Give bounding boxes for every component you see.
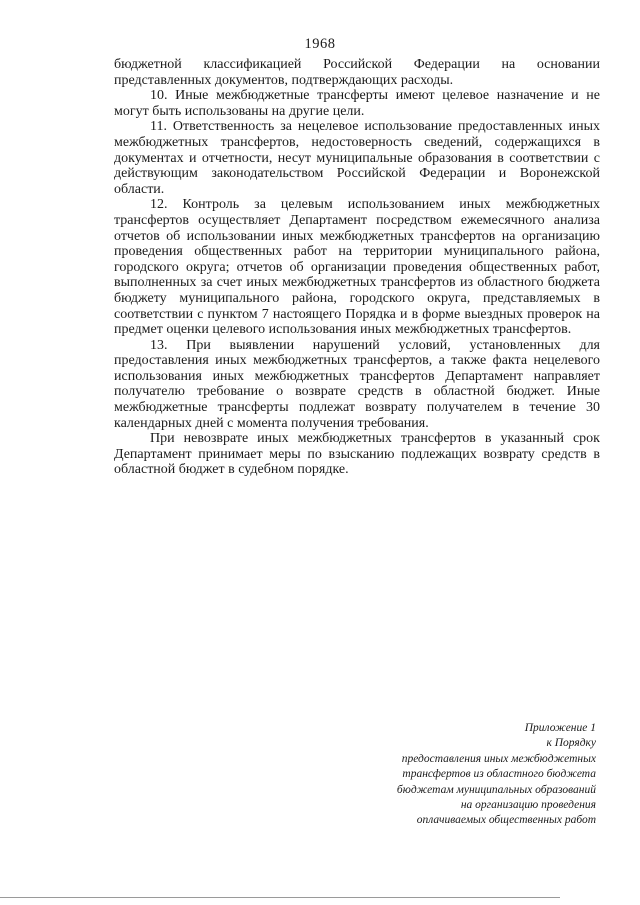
appendix-line: бюджетам муниципальных образований xyxy=(396,783,596,796)
appendix-title: Приложение 1 xyxy=(524,722,596,734)
document-body xyxy=(114,57,600,478)
appendix-line: предоставления иных межбюджетных xyxy=(401,752,596,765)
appendix-header xyxy=(296,721,596,829)
paragraph-continuation: бюджетной классификацией Российской Федерации на основании представленных документов, подтверждающих расходы. xyxy=(114,57,600,88)
appendix-line: трансфертов из областного бюджета xyxy=(402,768,596,781)
paragraph-13: 13. При выявлении нарушений условий, установленных для предоставления иных межбюджетных трансфертов, а также факта нецелевого использования иных межбюджетных трансфертов Департамент направляет получателю требование о возврате средств в областной бюджет. Иные межбюджетные трансферты подлежат возврату получателем в течение 30 календарных дней с момента получения требования. xyxy=(114,337,600,431)
appendix-line: к Порядку xyxy=(546,737,596,750)
appendix-line: на организацию проведения xyxy=(460,799,596,812)
paragraph-return-procedure: При невозврате иных межбюджетных трансфертов в указанный срок Департамент принимает меры по взысканию подлежащих возврату средств в областной бюджет в судебном порядке. xyxy=(114,431,600,478)
paragraph-12: 12. Контроль за целевым использованием иных межбюджетных трансфертов осуществляет Департамент посредством ежемесячного анализа отчетов об использовании иных межбюджетных трансфертов на организацию проведения общественных работ на территории муниципального района, городского округа; отчетов об организации проведения общественных работ, выполненных за счет иных межбюджетных трансфертов из областного бюджета бюджету муниципального района, городского округа, представляемых в соответствии с пунктом 7 настоящего Порядка и в форме выездных проверок на предмет оценки целевого использования иных межбюджетных трансфертов. xyxy=(114,197,600,338)
appendix-line: оплачиваемых общественных работ xyxy=(416,814,596,827)
page-number: 1968 xyxy=(304,36,336,52)
paragraph-10: 10. Иные межбюджетные трансферты имеют целевое назначение и не могут быть использованы на другие цели. xyxy=(114,88,600,119)
paragraph-11: 11. Ответственность за нецелевое использование предоставленных иных межбюджетных трансфертов, недостоверность сведений, содержащихся в документах и отчетности, несут муниципальные образования в соответствии с действующим законодательством Российской Федерации и Воронежской области. xyxy=(114,119,600,197)
page-bottom-divider xyxy=(0,897,560,898)
